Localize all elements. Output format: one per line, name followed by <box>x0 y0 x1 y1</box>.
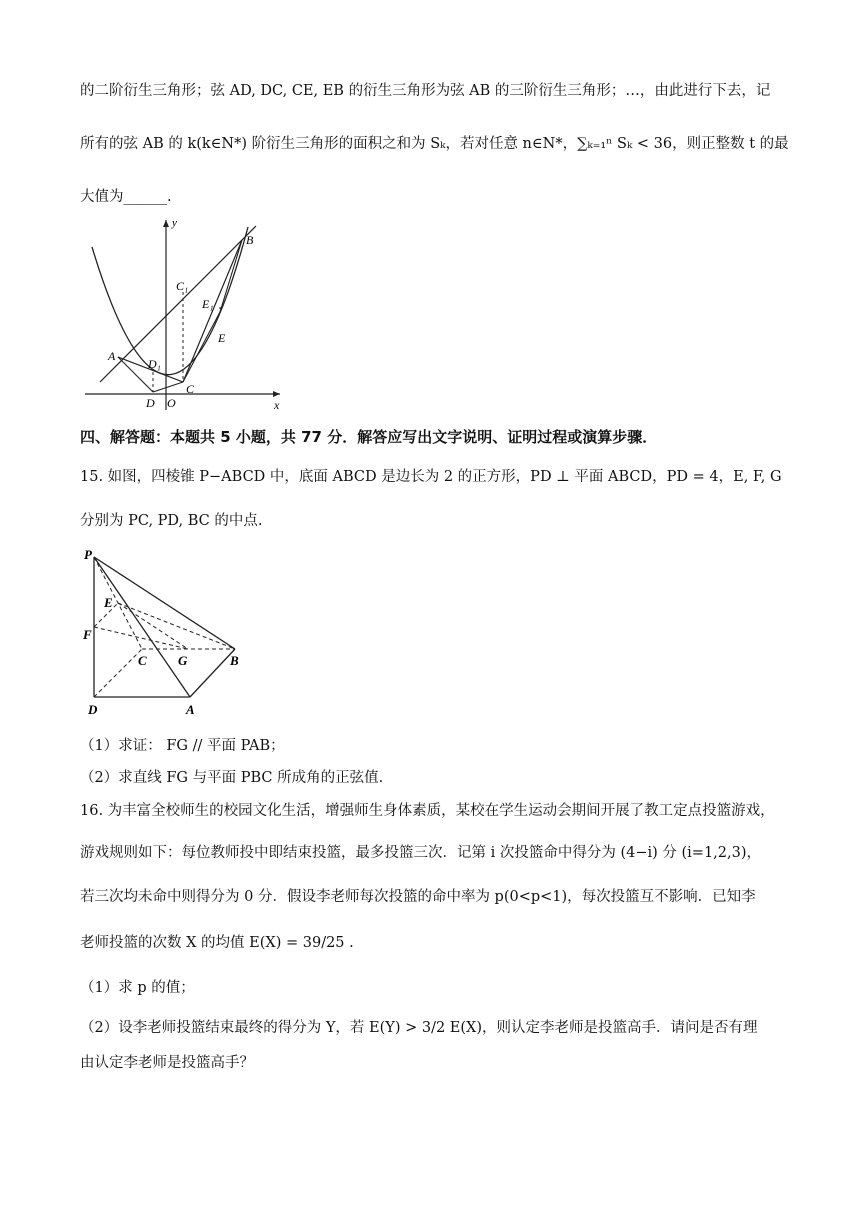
problem15-line2: 分别为 PC, PD, BC 的中点. <box>80 513 263 529</box>
problem14-line2: 所有的弦 AB 的 k(k∈N*) 阶衍生三角形的面积之和为 Sₖ，若对任意 n∈N*，∑ₖ₌₁ⁿ Sₖ < 36，则正整数 t 的最 <box>80 136 789 152</box>
segment-CB <box>183 240 242 382</box>
label-E: E <box>104 595 113 610</box>
label-x: x <box>274 398 280 412</box>
problem16-line2: 游戏规则如下：每位教师投中即结束投篮，最多投篮三次．记第 i 次投篮命中得分为 (4−i) 分 (i=1,2,3)， <box>80 845 762 861</box>
label-C1: C₁ <box>176 279 189 293</box>
problem14-line3: 大值为______. <box>80 189 172 205</box>
label-D1: D₁ <box>148 357 161 371</box>
problem16-line4: 老师投篮的次数 X 的均值 E(X) = 39/25 . <box>80 935 354 951</box>
problem16-question1: （1）求 p 的值； <box>80 980 195 996</box>
y-axis-arrow <box>163 220 169 227</box>
label-P: P <box>84 547 92 562</box>
label-C: C <box>186 382 195 396</box>
label-E: E <box>218 331 226 345</box>
edge-PA <box>94 557 190 697</box>
edge-AB <box>190 649 235 697</box>
problem16-line1: 16. 为丰富全校师生的校园文化生活，增强师生身体素质，某校在学生运动会期间开展了教工定点投篮游戏， <box>80 803 775 819</box>
label-F: F <box>83 627 92 642</box>
problem16-line3: 若三次均未命中则得分为 0 分．假设李老师每次投篮的命中率为 p(0<p<1)，每次投篮互不影响．已知李 <box>80 889 756 905</box>
label-E1: E₁ <box>202 297 214 311</box>
label-D: D <box>88 702 98 717</box>
edge-PB <box>94 557 235 649</box>
problem15-line1: 15. 如图，四棱锥 P−ABCD 中，底面 ABCD 是边长为 2 的正方形，PD ⊥ 平面 ABCD，PD = 4，E, F, G <box>80 469 782 485</box>
problem15-question1: （1）求证： FG // 平面 PAB； <box>80 738 285 754</box>
label-O: O <box>167 396 176 410</box>
segment-FG <box>94 627 188 649</box>
problem16-question2: （2）设李老师投篮结束最终的得分为 Y，若 E(Y) > 3/2 E(X)，则认定李老师是投篮高手．请问是否有理 <box>80 1020 758 1036</box>
segment-DC <box>153 382 183 392</box>
label-y: y <box>172 217 177 229</box>
section-heading: 四、解答题：本题共 5 小题，共 77 分．解答应写出文字说明、证明过程或演算步骤． <box>80 428 658 446</box>
x-axis-arrow <box>273 391 280 397</box>
problem15-question2: （2）求直线 FG 与平面 PBC 所成角的正弦值. <box>80 770 384 786</box>
segment-CE <box>183 312 220 382</box>
parabola-curve <box>92 227 248 375</box>
label-G: G <box>178 653 188 668</box>
edge-DC <box>94 649 142 697</box>
label-D: D <box>146 396 155 410</box>
pyramid-figure <box>80 545 255 720</box>
label-C: C <box>138 653 147 668</box>
label-B: B <box>230 653 239 668</box>
segment-EB <box>118 603 235 649</box>
label-A: A <box>186 702 195 717</box>
problem16-question2-cont: 由认定李老师是投篮高手？ <box>80 1055 254 1071</box>
label-B: B <box>246 233 254 247</box>
label-A: A <box>108 349 116 363</box>
problem14-line1: 的二阶衍生三角形；弦 AD, DC, CE, EB 的衍生三角形为弦 AB 的三阶衍生三角形；…，由此进行下去，记 <box>80 83 771 99</box>
parabola-figure <box>80 212 290 412</box>
